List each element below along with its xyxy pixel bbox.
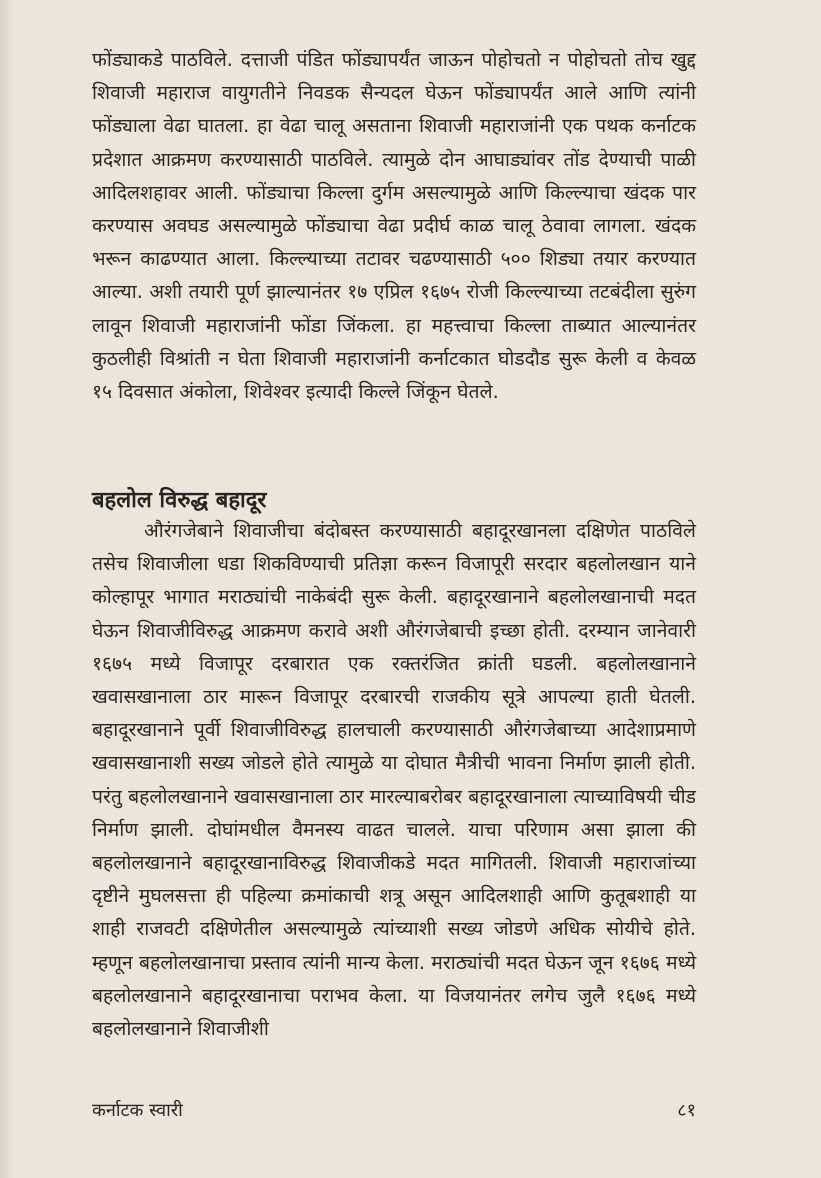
paragraph-fonda-siege: फोंड्याकडे पाठविले. दत्ताजी पंडित फोंड्यापर्यंत जाऊन पोहोचतो न पोहोचतो तोच खुद्द शिवाजी महाराज वायुगतीने निवडक सैन्यदल घेऊन फोंड्यापर्यंत आले आणि त्यांनी फोंड्याला वेढा घातला. हा वेढा चालू असताना शिवाजी महाराजांनी एक पथक कर्नाटक प्रदेशात आक्रमण करण्यासाठी पाठविले. त्यामुळे दोन आघाड्यांवर तोंड देण्याची पाळी आदिलशहावर आली. फोंड्याचा किल्ला दुर्गम असल्यामुळे आणि किल्ल्याचा खंदक पार करण्यास अवघड असल्यामुळे फोंड्याचा वेढा प्रदीर्घ काळ चालू ठेवावा लागला. खंदक भरून काढण्यात आला. किल्ल्याच्या तटावर चढण्यासाठी ५०० शिड्या तयार करण्यात आल्या. अशी तयारी पूर्ण झाल्यानंतर १७ एप्रिल १६७५ रोजी किल्ल्याच्या तटबंदीला सुरुंग लावून शिवाजी महाराजांनी फोंडा जिंकला. हा महत्त्वाचा किल्ला ताब्यात आल्यानंतर कुठलीही विश्रांती न घेता शिवाजी महाराजांनी कर्नाटकात घोडदौड सुरू केली व केवळ १५ दिवसात अंकोला, शिवेश्वर इत्यादी किल्ले जिंकून घेतले. — [92, 48, 696, 404]
section-heading: बहलोल विरुद्ध बहादूर — [92, 488, 267, 513]
page-number: ८१ — [677, 1100, 696, 1121]
running-footer-title: कर्नाटक स्वारी — [92, 1100, 183, 1121]
paragraph-bahlol-vs-bahadur: औरंगजेबाने शिवाजीचा बंदोबस्त करण्यासाठी बहादूरखानला दक्षिणेत पाठविले तसेच शिवाजीला धडा शिकविण्याची प्रतिज्ञा करून विजापूरी सरदार बहलोलखान याने कोल्हापूर भागात मराठ्यांची नाकेबंदी सुरू केली. बहादूरखानाने बहलोलखानाची मदत घेऊन शिवाजीविरुद्ध आक्रमण करावे अशी औरंगजेबाची इच्छा होती. दरम्यान जानेवारी १६७५ मध्ये विजापूर दरबारात एक रक्तरंजित क्रांती घडली. बहलोलखानाने खवासखानाला ठार मारून विजापूर दरबारची राजकीय सूत्रे आपल्या हाती घेतली. बहादूरखानाने पूर्वी शिवाजीविरुद्ध हालचाली करण्यासाठी औरंगजेबाच्या आदेशाप्रमाणे खवासखानाशी सख्य जोडले होते त्यामुळे या दोघात मैत्रीची भावना निर्माण झाली होती. परंतु बहलोलखानाने खवासखानाला ठार मारल्याबरोबर बहादूरखानाला त्याच्याविषयी चीड निर्माण झाली. दोघांमधील वैमनस्य वाढत चालले. याचा परिणाम असा झाला की बहलोलखानाने बहादूरखानाविरुद्ध शिवाजीकडे मदत मागितली. शिवाजी महाराजांच्या दृष्टीने मुघलसत्ता ही पहिल्या क्रमांकाची शत्रू असून आदिलशाही आणि कुतूबशाही या शाही राजवटी दक्षिणेतील असल्यामुळे त्यांच्याशी सख्य जोडणे अधिक सोयीचे होते. म्हणून बहलोलखानाचा प्रस्ताव त्यांनी मान्य केला. मराठ्यांची मदत घेऊन जून १६७६ मध्ये बहलोलखानाने बहादूरखानाचा पराभव केला. या विजयानंतर लगेच जुलै १६७६ मध्ये बहलोलखानाने शिवाजीशी — [92, 519, 696, 1041]
